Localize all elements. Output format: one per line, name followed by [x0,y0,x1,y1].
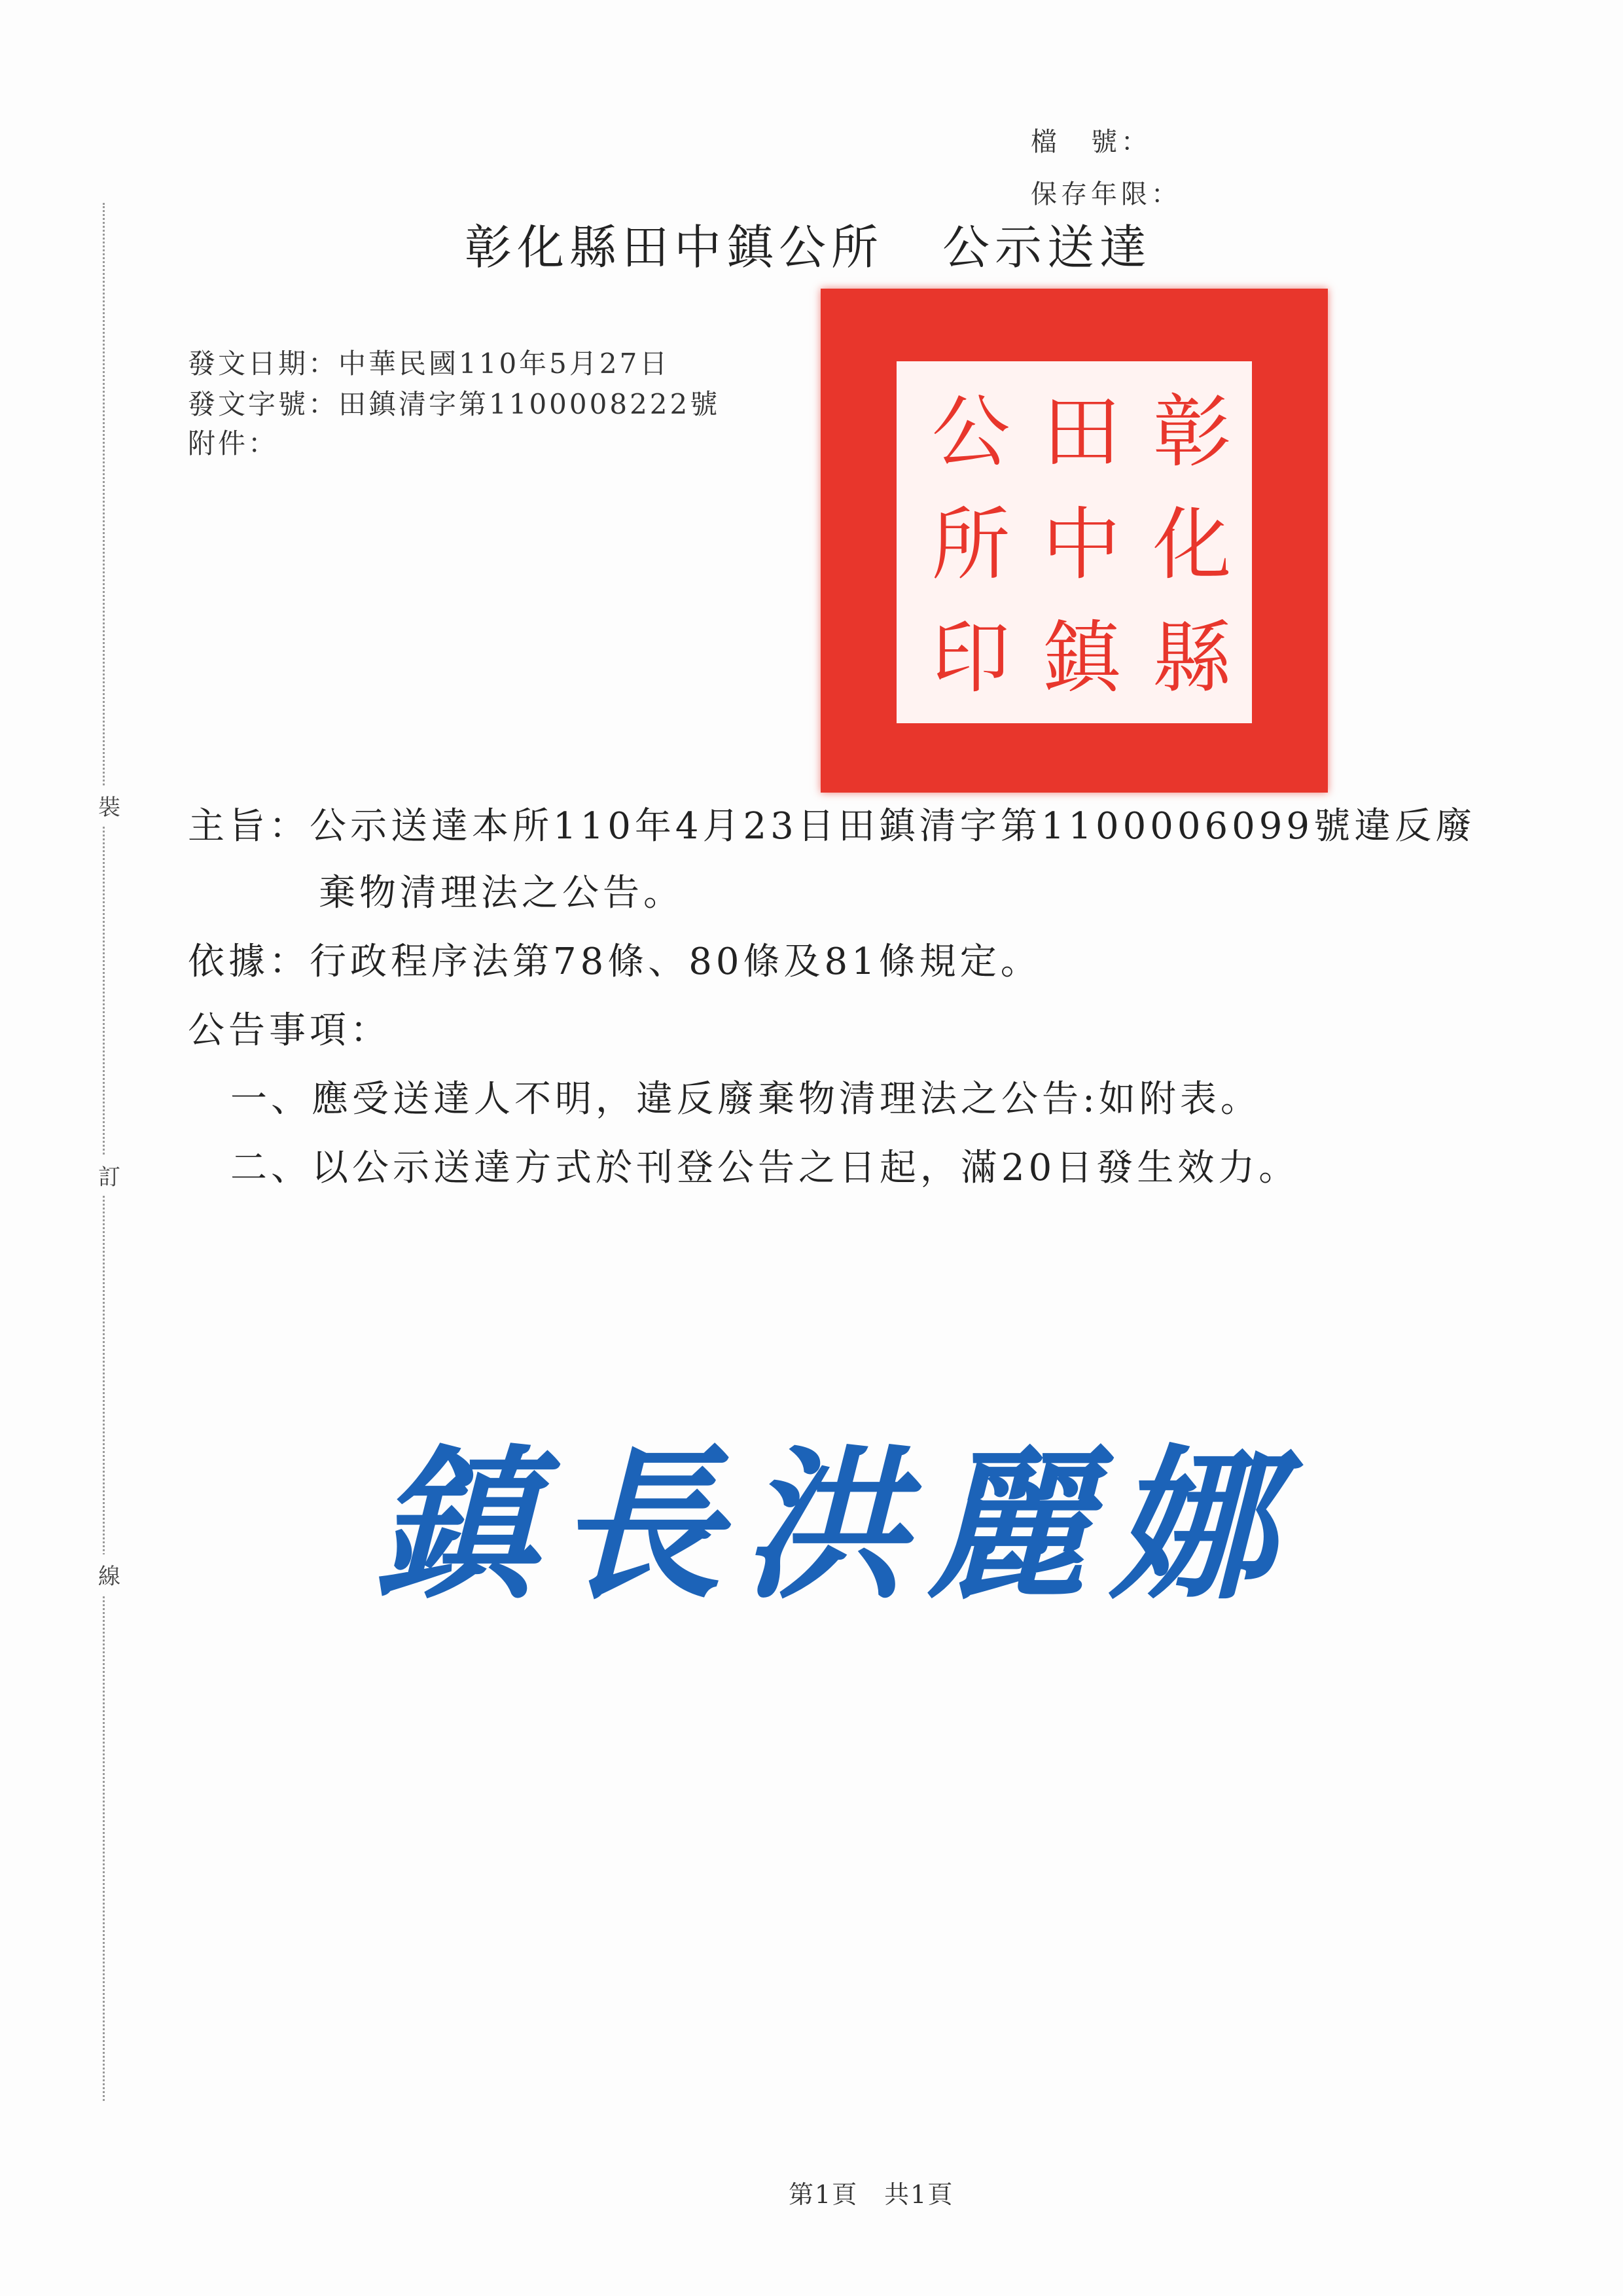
notice-item-text: 以公示送達方式於刊登公告之日起，滿20日發生效力。 [312,1147,1300,1189]
seal-characters [908,373,1240,711]
basis-text: 行政程序法第78條、80條及81條規定。 [310,941,1041,983]
seal-inner-frame [893,357,1256,727]
subject-text-line1: 公示送達本所110年4月23日田鎮清字第1100006099號違反廢 [310,805,1476,848]
notice-item-marker: 一、 [230,1078,312,1121]
subject-text-line2: 棄物清理法之公告。 [319,872,684,914]
issue-number-label: 發文字號： [188,388,339,420]
seal-char: 公 [918,390,1010,469]
binding-char-ding: 訂 [95,1155,124,1195]
seal-char: 印 [918,615,1010,694]
seal-char: 所 [918,503,1010,582]
page-number: 第1頁 共1頁 [789,2180,954,2209]
issue-number-value: 田鎮清字第1100008222號 [338,388,721,420]
binding-char-xian: 線 [95,1554,124,1594]
file-number-label: 檔 號： [1031,127,1151,157]
basis-label: 依據： [188,941,310,983]
notice-item-2 [230,1139,1299,1191]
issue-date-row [188,342,669,382]
seal-char: 化 [1139,503,1231,582]
issue-date-value: 中華民國110年5月27日 [338,348,670,380]
page-title [465,209,1152,278]
mayor-signature-stamp [373,1394,1368,1621]
retention-period-label: 保存年限： [1031,179,1181,209]
agency-name: 彰化縣田中鎮公所 [465,220,884,275]
binding-char-zhuang: 裝 [95,785,124,825]
attachment-label: 附件： [188,427,279,459]
issue-date-label: 發文日期： [188,348,339,380]
official-seal [821,289,1328,793]
subject-row [188,797,1476,850]
issue-number-row [188,383,720,422]
seal-char: 彰 [1139,390,1231,469]
notice-items-label: 公告事項： [188,1009,391,1052]
document-type: 公示送達 [942,220,1152,275]
seal-char: 中 [1029,503,1120,582]
signature-text: 鎮長洪麗娜 [373,1429,1296,1621]
notice-item-1 [230,1070,1261,1122]
notice-item-marker: 二、 [230,1147,312,1189]
seal-char: 鎮 [1029,615,1120,694]
binding-line [103,203,105,2101]
seal-char: 縣 [1139,615,1231,694]
basis-row [188,933,1041,985]
subject-label: 主旨： [188,805,310,848]
seal-char: 田 [1029,390,1120,469]
notice-item-text: 應受送達人不明，違反廢棄物清理法之公告:如附表。 [312,1078,1261,1121]
